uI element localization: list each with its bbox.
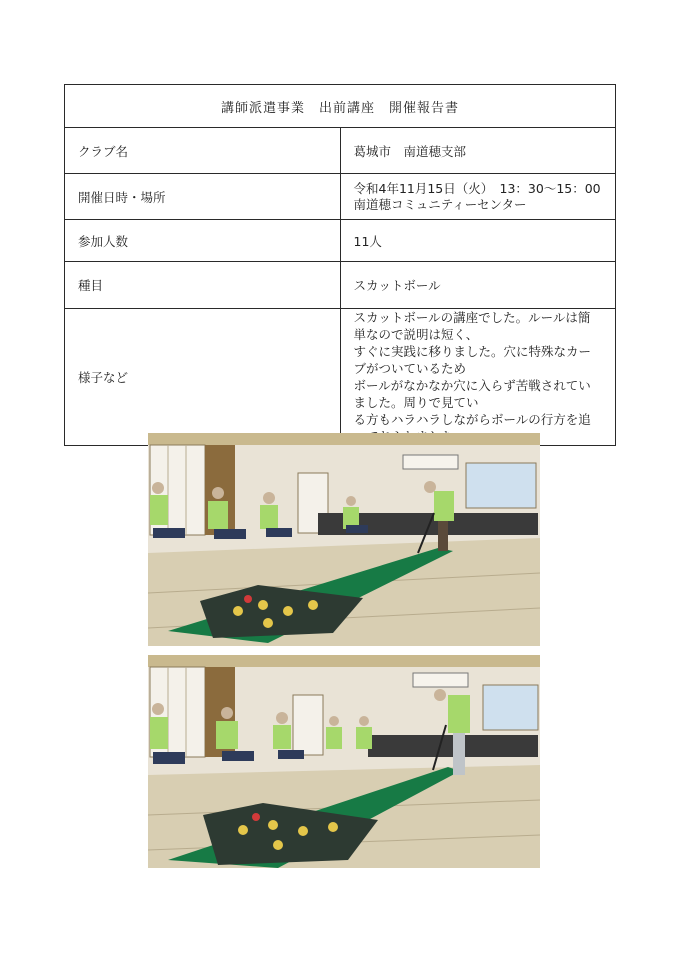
place-value: 南道穂コミュニティーセンター: [353, 196, 527, 212]
datetime-value: 令和4年11月15日（火） 13：30～15：00: [353, 180, 601, 196]
notes-label: 様子など: [65, 309, 341, 446]
participants-value: 11人: [340, 220, 616, 262]
photo-2-illustration: [148, 655, 540, 868]
notes-line-3: ボールがなかなか穴に入らず苦戦されていました。周りで見てい: [353, 378, 591, 410]
notes-line-2: すぐに実践に移りました。穴に特殊なカーブがついているため: [353, 344, 592, 376]
datetime-cell: [340, 174, 616, 220]
notes-cell: [340, 309, 616, 446]
photo-scatball-game-1: [148, 433, 540, 646]
datetime-label: 開催日時・場所: [65, 174, 341, 220]
photo-1-illustration: [148, 433, 540, 646]
participants-label: 参加人数: [65, 220, 341, 262]
notes-line-4: る方もハラハラしながらボールの行方を追: [353, 412, 591, 427]
report-table: [64, 84, 616, 446]
notes-line-1: スカットボールの講座でした。ルールは簡単なので説明は短く、: [353, 310, 591, 342]
report-title: 講師派遣事業 出前講座 開催報告書: [65, 85, 616, 128]
club-label: クラブ名: [65, 128, 341, 174]
event-label: 種目: [65, 262, 341, 309]
club-value: 葛城市 南道穂支部: [340, 128, 616, 174]
photo-scatball-game-2: [148, 655, 540, 868]
event-value: スカットボール: [340, 262, 616, 309]
